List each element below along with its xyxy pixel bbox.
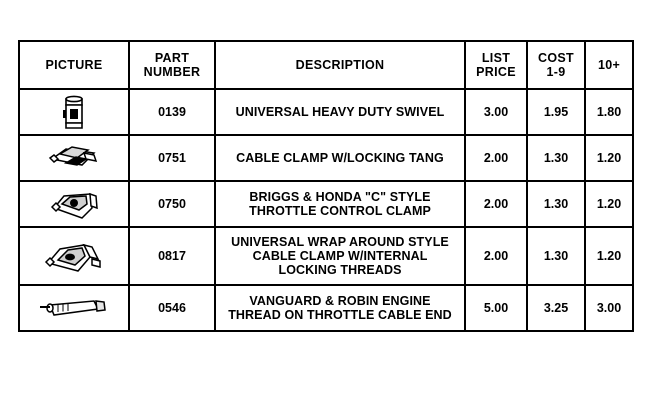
description-line: UNIVERSAL WRAP AROUND STYLE — [231, 235, 449, 249]
part-number: 0546 — [129, 285, 215, 331]
part-number: 0139 — [129, 89, 215, 135]
product-picture-cell — [19, 285, 129, 331]
c-style-throttle-clamp-icon — [20, 184, 128, 224]
description — [215, 285, 465, 331]
description-line: THROTTLE CONTROL CLAMP — [249, 204, 431, 218]
price-10-plus: 1.20 — [585, 227, 633, 285]
description — [215, 135, 465, 181]
price-10-plus: 1.20 — [585, 135, 633, 181]
table-body — [19, 89, 633, 331]
threaded-cable-end-icon — [20, 291, 128, 325]
cost-1-9: 3.25 — [527, 285, 585, 331]
cost-1-9: 1.95 — [527, 89, 585, 135]
cable-clamp-locking-tang-icon — [20, 139, 128, 177]
header-list-price-line1: LIST — [481, 50, 511, 65]
table-row — [19, 181, 633, 227]
price-10-plus: 1.80 — [585, 89, 633, 135]
table-row — [19, 135, 633, 181]
description — [215, 227, 465, 285]
list-price: 2.00 — [465, 181, 527, 227]
header-ten-plus: 10+ — [585, 41, 633, 89]
product-picture-cell — [19, 181, 129, 227]
header-cost-line2: 1-9 — [546, 65, 566, 79]
product-picture-cell — [19, 89, 129, 135]
list-price: 3.00 — [465, 89, 527, 135]
header-list-price — [465, 41, 527, 89]
swivel-fitting-icon — [20, 93, 128, 131]
description — [215, 181, 465, 227]
price-10-plus: 1.20 — [585, 181, 633, 227]
header-row — [19, 41, 633, 89]
cost-1-9: 1.30 — [527, 227, 585, 285]
cost-1-9: 1.30 — [527, 135, 585, 181]
part-number: 0751 — [129, 135, 215, 181]
parts-price-table — [18, 40, 634, 332]
header-list-price-line2: PRICE — [476, 65, 516, 79]
header-part-number-line1: PART — [154, 50, 190, 65]
description-line: VANGUARD & ROBIN ENGINE — [249, 294, 431, 308]
list-price: 2.00 — [465, 227, 527, 285]
product-picture-cell — [19, 135, 129, 181]
product-picture-cell — [19, 227, 129, 285]
description-line: THREAD ON THROTTLE CABLE END — [228, 308, 452, 322]
table-header — [19, 41, 633, 89]
description-line: BRIGGS & HONDA "C" STYLE — [249, 190, 431, 204]
header-description: DESCRIPTION — [215, 41, 465, 89]
header-cost-line1: COST — [538, 50, 574, 65]
header-part-number-line2: NUMBER — [143, 65, 201, 79]
list-price: 5.00 — [465, 285, 527, 331]
description-line: CABLE CLAMP W/LOCKING TANG — [236, 151, 444, 165]
table-row — [19, 227, 633, 285]
header-cost — [527, 41, 585, 89]
part-number: 0817 — [129, 227, 215, 285]
wrap-around-cable-clamp-icon — [20, 233, 128, 279]
table-row — [19, 285, 633, 331]
part-number: 0750 — [129, 181, 215, 227]
cost-1-9: 1.30 — [527, 181, 585, 227]
price-10-plus: 3.00 — [585, 285, 633, 331]
description-line: UNIVERSAL HEAVY DUTY SWIVEL — [235, 105, 445, 119]
header-part-number — [129, 41, 215, 89]
list-price: 2.00 — [465, 135, 527, 181]
description — [215, 89, 465, 135]
table-row — [19, 89, 633, 135]
header-picture: PICTURE — [19, 41, 129, 89]
description-line: CABLE CLAMP W/INTERNAL — [252, 249, 428, 263]
description-line: LOCKING THREADS — [278, 263, 402, 277]
